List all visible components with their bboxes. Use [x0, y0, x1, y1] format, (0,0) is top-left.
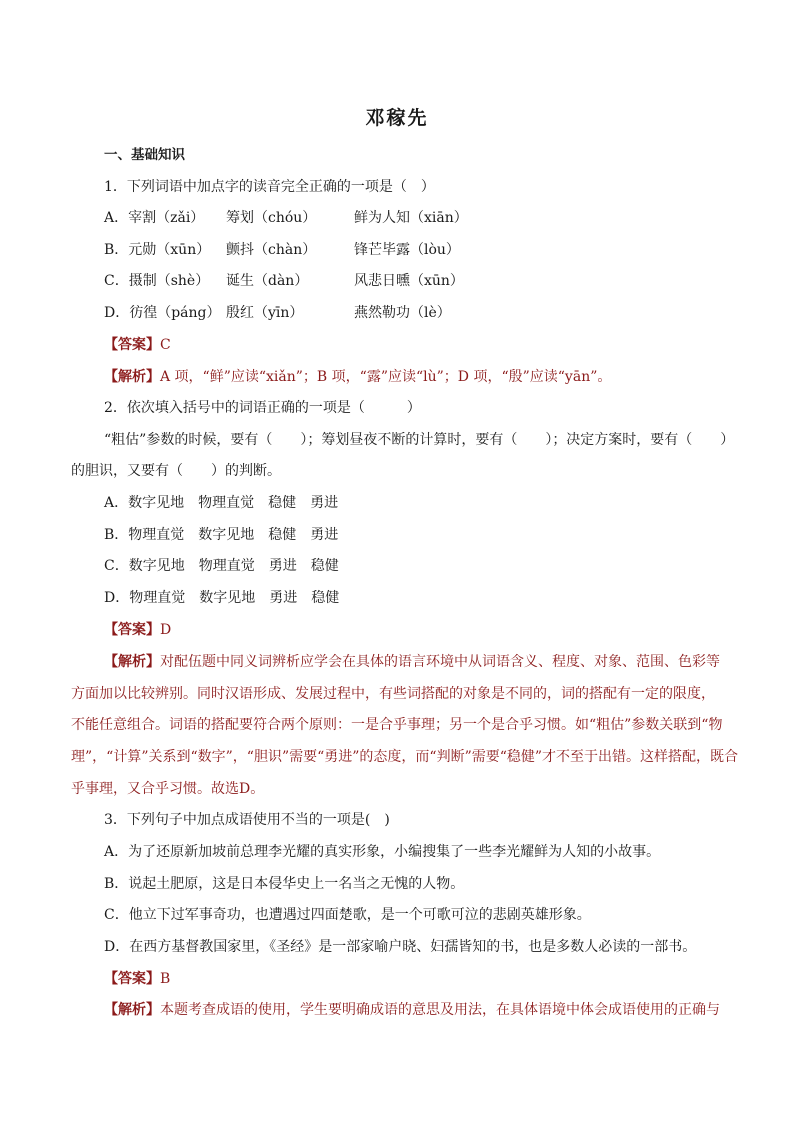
q3-option-c: C．他立下过军事奇功，也遭遇过四面楚歌，是一个可歌可泣的悲剧英雄形象。	[104, 907, 591, 923]
q1-analysis	[104, 367, 611, 387]
q2-option-b: B．物理直觉 数字见地 稳健 勇进	[104, 527, 339, 543]
q1-d-word-1: D．彷徨（páng）	[104, 305, 221, 321]
page-title: 邓稼先	[365, 107, 429, 129]
q3-option-b: B．说起土肥原，这是日本侵华史上一名当之无愧的人物。	[104, 876, 465, 892]
analysis-tag: 【解析】	[104, 1002, 160, 1018]
q1-c-word-1: C．摄制（shè）	[104, 273, 210, 289]
q1-c-word-3: 风悲日曛（xūn）	[354, 273, 464, 289]
q1-d-word-3: 燕然勒功（lè）	[354, 305, 451, 321]
answer-tag: 【答案】	[104, 971, 160, 987]
analysis-text: 对配伍题中同义词辨析应学会在具体的语言环境中从词语含义、程度、对象、范围、色彩等	[160, 654, 720, 670]
q2-option-c: C．数字见地 物理直觉 勇进 稳健	[104, 558, 339, 574]
q1-a-word-1: A．宰割（zǎi）	[104, 210, 205, 226]
q2-option-d: D．物理直觉 数字见地 勇进 稳健	[104, 590, 340, 606]
q1-option-d	[104, 303, 451, 323]
q1-answer	[104, 335, 171, 355]
analysis-tag: 【解析】	[104, 369, 160, 385]
q1-a-word-2: 筹划（chóu）	[226, 210, 317, 226]
q2-answer	[104, 620, 171, 640]
q2-analysis-line-5: 乎事理，又合乎习惯。故选D。	[71, 781, 265, 797]
q3-answer	[104, 969, 170, 989]
q1-a-word-3: 鲜为人知（xiān）	[354, 210, 468, 226]
q3-option-a: A．为了还原新加坡前总理李光耀的真实形象，小编搜集了一些李光耀鲜为人知的小故事。	[104, 844, 661, 860]
q2-option-a: A．数字见地 物理直觉 稳健 勇进	[104, 495, 339, 511]
q2-analysis-line-1	[104, 652, 720, 672]
analysis-text: 本题考查成语的使用，学生要明确成语的意思及用法，在具体语境中体会成语使用的正确与	[160, 1002, 720, 1018]
question-1-stem: 1．下列词语中加点字的读音完全正确的一项是（ ）	[104, 179, 435, 195]
answer-value: B	[160, 971, 171, 987]
q1-option-b	[104, 240, 460, 260]
q1-option-a	[104, 208, 468, 228]
q2-analysis-line-4: 理”，“计算”关系到“数字”，“胆识”需要“勇进”的态度，而“判断”需要“稳健”才不至于出错。这样搭配，既合	[71, 749, 739, 765]
answer-value: D	[160, 622, 172, 638]
q1-option-c	[104, 271, 464, 291]
q2-passage-line-2: 的胆识，又要有（ ）的判断。	[71, 463, 281, 479]
q1-c-word-2: 诞生（dàn）	[226, 273, 309, 289]
answer-tag: 【答案】	[104, 622, 160, 638]
q2-analysis-line-3: 不能任意组合。词语的搭配要符合两个原则：一是合乎事理；另一个是合乎习惯。如“粗估”参数关联到“物	[71, 717, 723, 733]
q1-b-word-2: 颤抖（chàn）	[226, 242, 317, 258]
answer-tag: 【答案】	[104, 337, 160, 353]
q1-b-word-3: 锋芒毕露（lòu）	[354, 242, 460, 258]
analysis-text: A 项，“鲜”应读“xiǎn”；B 项，“露”应读“lù”；D 项，“殷”应读“yān”。	[160, 369, 612, 385]
analysis-tag: 【解析】	[104, 654, 160, 670]
section-heading: 一、基础知识	[104, 147, 185, 163]
q2-passage-line-1: “粗估”参数的时候，要有（ ）；筹划昼夜不断的计算时，要有（ ）；决定方案时，要有（ ）	[104, 432, 735, 448]
question-3-stem: 3．下列句子中加点成语使用不当的一项是( )	[104, 812, 390, 828]
q1-d-word-2: 殷红（yīn）	[226, 305, 304, 321]
q1-b-word-1: B．元勋（xūn）	[104, 242, 211, 258]
q2-analysis-line-2: 方面加以比较辨别。同时汉语形成、发展过程中，有些词搭配的对象是不同的，词的搭配有一定的限度，	[71, 686, 715, 702]
q3-analysis	[104, 1000, 720, 1020]
answer-value: C	[160, 337, 171, 353]
question-2-stem: 2．依次填入括号中的词语正确的一项是（ ）	[104, 400, 421, 416]
q3-option-d: D．在西方基督教国家里，《圣经》是一部家喻户晓、妇孺皆知的书，也是多数人必读的一部书。	[104, 939, 697, 955]
